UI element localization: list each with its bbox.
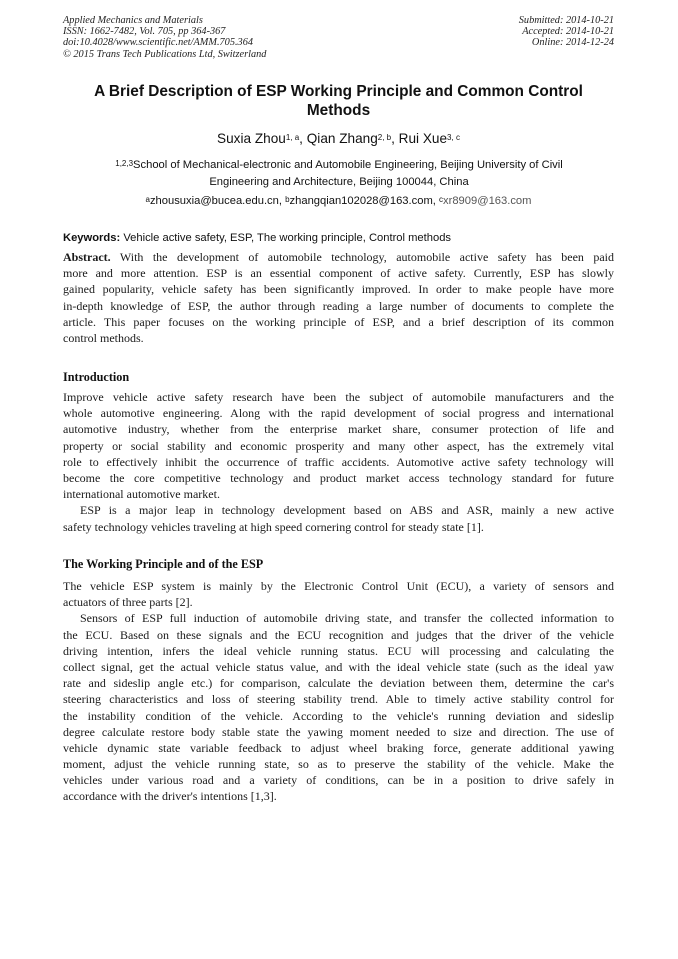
submitted-date: Submitted: 2014-10-21 bbox=[518, 15, 614, 26]
email-list: $^a$zhousuxia@bucea.edu.cn, $^b$zhangqian102028@163.com, $^c$xr8909@163.com bbox=[145, 195, 532, 207]
text-line: vehicles under various road and a variety of conditions, can be in a position to drive safely in bbox=[63, 773, 614, 788]
text-line: driving intention, infers the ideal vehicle running status. ECU will processing and calculating the bbox=[63, 643, 614, 658]
affiliation-mark: 1,2,3 bbox=[115, 159, 134, 168]
section-heading-introduction: Introduction bbox=[63, 370, 130, 384]
text-line: article. This paper focuses on the working principle of ESP, and a brief description of its common bbox=[63, 314, 614, 329]
submission-dates bbox=[519, 15, 614, 49]
abstract-paragraph bbox=[63, 249, 614, 346]
text-line: accordance with the driver's intentions [1,3]. bbox=[63, 789, 277, 804]
paper-title bbox=[63, 82, 614, 120]
affiliation-line-2: Engineering and Architecture, Beijing 100044, China bbox=[209, 175, 469, 188]
text-line: degree calculate restore body stable state the yawing moment needed to size and direction. The use of bbox=[63, 724, 614, 739]
text-line: vehicle dynamic state variable feedback to adjust wheel braking force, generate additional yawing bbox=[63, 740, 614, 755]
title-line-2: Methods bbox=[306, 102, 371, 119]
text-line: in-depth knowledge of ESP, the author through reading a large number of documents to complete the bbox=[63, 298, 614, 313]
text-line: safety technology vehicles traveling at high speed cornering control for steady state [1]. bbox=[63, 519, 484, 534]
keywords-label: Keywords: bbox=[63, 232, 121, 244]
accepted-date: Accepted: 2014-10-21 bbox=[522, 26, 614, 38]
text-line: whole automotive engineering. Along with the rapid development of social progress and international bbox=[63, 406, 614, 421]
author-name: Suxia Zhou bbox=[217, 131, 286, 146]
author-affil-mark: 2, b bbox=[377, 133, 392, 142]
text-line: rate and sideslip angle etc.) for comparison, calculate the deviation between them, determine the car's bbox=[63, 676, 614, 691]
journal-info bbox=[63, 15, 266, 60]
keywords-text: Vehicle active safety, ESP, The working principle, Control methods bbox=[123, 232, 452, 244]
text-line: actuators of three parts [2]. bbox=[63, 595, 193, 610]
journal-copyright: © 2015 Trans Tech Publications Ltd, Switzerland bbox=[63, 48, 267, 60]
working-principle-paragraphs bbox=[63, 578, 614, 805]
introduction-paragraphs bbox=[63, 389, 614, 535]
journal-issn: ISSN: 1662-7482, Vol. 705, pp 364-367 bbox=[63, 26, 226, 38]
text-line: ESP is a major leap in technology development based on ABS and ASR, mainly a new active bbox=[80, 503, 614, 518]
section-heading-working-principle: The Working Principle and of the ESP bbox=[63, 557, 264, 571]
text-line: role to effectively inhibit the occurrence of traffic accidents. Automotive active safety technology will bbox=[63, 454, 614, 469]
keywords bbox=[63, 231, 623, 245]
journal-name: Applied Mechanics and Materials bbox=[63, 15, 203, 26]
email-link[interactable]: zhousuxia@bucea.edu.cn bbox=[149, 195, 279, 207]
text-line: the ECU. Based on these signals and the ECU recognition and judges that the driver of the vehicle bbox=[63, 627, 614, 642]
text-line: The vehicle ESP system is mainly by the Electronic Control Unit (ECU), a variety of sensors and bbox=[63, 579, 614, 593]
text-line: automotive industry, whether from the enterprise market share, consumer protection of life and bbox=[63, 422, 614, 437]
email-mark: b bbox=[285, 195, 290, 204]
text-line: moment, adjust the vehicle running state, so as to preserve the stability of the vehicle. Make the bbox=[63, 757, 614, 772]
author-affil-mark: 1, a bbox=[285, 133, 300, 142]
text-line: the instability condition of the vehicle. According to the vehicle's running deviation and sideslip bbox=[63, 708, 614, 723]
text-line: international automotive market. bbox=[63, 487, 220, 502]
text-line: become the core competitive technology and product market access technology standard for future bbox=[63, 470, 614, 485]
email-mark: c bbox=[439, 195, 443, 204]
email-mark: a bbox=[145, 195, 150, 204]
author-list: Suxia Zhou$^{1, a}$, Qian Zhang$^{2, b}$, Rui Xue$^{3, c}$ bbox=[217, 131, 460, 146]
title-line-1: A Brief Description of ESP Working Principle and Common Control bbox=[94, 83, 583, 100]
email-link[interactable]: zhangqian102028@163.com bbox=[289, 195, 433, 207]
text-line: Sensors of ESP full induction of automobile driving state, and transfer the collected information to bbox=[80, 611, 614, 626]
text-line: With the development of automobile technology, automobile active safety has been paid bbox=[119, 250, 614, 264]
text-line: gained popularity, vehicle safety has been significantly improved. In order to make people have more bbox=[63, 282, 614, 297]
text-line: collect signal, get the actual vehicle status value, and with the ideal vehicle state (such as the ideal yaw bbox=[63, 659, 614, 674]
text-line: control methods. bbox=[63, 330, 144, 345]
journal-doi[interactable]: doi:10.4028/www.scientific.net/AMM.705.364 bbox=[63, 37, 253, 49]
author-name: Qian Zhang bbox=[306, 131, 378, 146]
text-line: more and more attention. ESP is an essential component of active safety. Currently, ESP has slowly bbox=[63, 266, 614, 281]
author-name: Rui Xue bbox=[398, 131, 448, 146]
abstract-label: Abstract. bbox=[63, 250, 111, 264]
affiliation bbox=[100, 157, 578, 190]
author-affil-mark: 3, c bbox=[447, 133, 460, 142]
online-date: Online: 2014-12-24 bbox=[531, 37, 614, 49]
text-line: property or social stability and economic prosperity and many other aspect, has the extremely vital bbox=[63, 438, 614, 453]
text-line: Improve vehicle active safety research have been the subject of automobile manufacturers and the bbox=[63, 390, 614, 404]
email-link[interactable]: xr8909@163.com bbox=[443, 195, 532, 207]
text-line: steering characteristics and loss of steering stability trend. Able to timely active stability control for bbox=[63, 692, 614, 707]
affiliation-line-1: School of Mechanical-electronic and Automobile Engineering, Beijing University of Civil bbox=[133, 159, 563, 171]
